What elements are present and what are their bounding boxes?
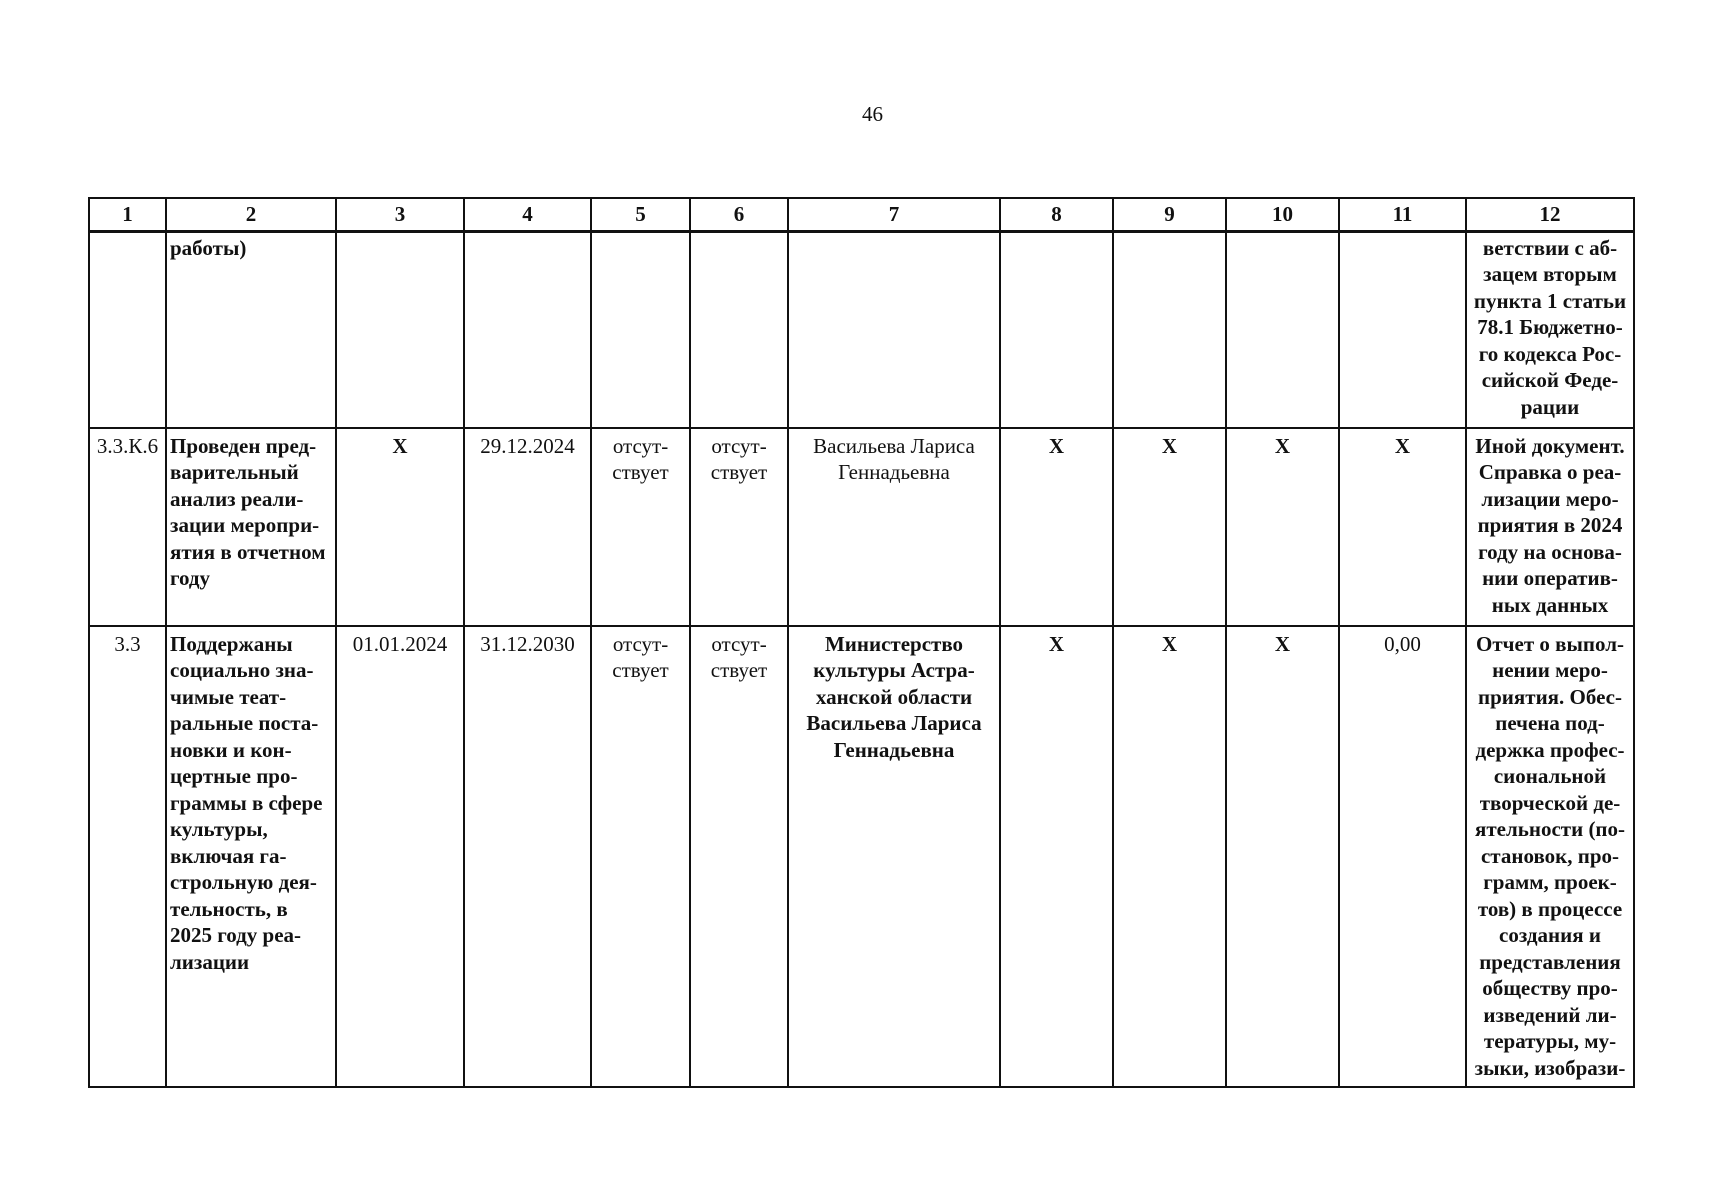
- col6-cell: [690, 231, 788, 428]
- column-header: 4: [464, 198, 591, 231]
- document-cell: ветствии с аб- зацем вторым пункта 1 статьи 78.1 Бюджетно- го кодекса Рос- сийской Феде- рации: [1466, 231, 1634, 428]
- table-row: [89, 626, 1634, 1087]
- col11-cell: 0,00: [1339, 626, 1466, 1087]
- col6-cell: отсут- ствует: [690, 428, 788, 626]
- col9-cell: [1113, 231, 1226, 428]
- col8-cell: X: [1000, 626, 1113, 1087]
- document-cell: Отчет о выпол- нении меро- приятия. Обес- печена под- держка профес- сиональной творческой де- ятельности (по- становок, про- грамм, проек- тов) в процессе создания и представления обществу про- изведений ли- тературы, му- зыки, изобрази-: [1466, 626, 1634, 1087]
- col9-cell: X: [1113, 428, 1226, 626]
- column-header: 5: [591, 198, 690, 231]
- column-header: 11: [1339, 198, 1466, 231]
- col8-cell: X: [1000, 428, 1113, 626]
- column-header: 8: [1000, 198, 1113, 231]
- col9-cell: X: [1113, 626, 1226, 1087]
- column-header: 12: [1466, 198, 1634, 231]
- column-header: 3: [336, 198, 464, 231]
- responsible-cell: Министерство культуры Астра- ханской области Васильева Лариса Геннадьевна: [788, 626, 1000, 1087]
- table-row: [89, 428, 1634, 626]
- column-header: 7: [788, 198, 1000, 231]
- col5-cell: [591, 231, 690, 428]
- table-header-row: [89, 198, 1634, 231]
- col10-cell: [1226, 231, 1339, 428]
- col6-cell: отсут- ствует: [690, 626, 788, 1087]
- row-number-cell: 3.3.К.6: [89, 428, 166, 626]
- column-header: 6: [690, 198, 788, 231]
- col11-cell: [1339, 231, 1466, 428]
- result-name-cell: Поддержаны социально зна- чимые теат- ральные поста- новки и кон- цертные про- граммы в сфере культуры, включая га- строльную дея- тельность, в 2025 году реа- лизации: [166, 626, 336, 1087]
- end-date-cell: 29.12.2024: [464, 428, 591, 626]
- end-date-cell: [464, 231, 591, 428]
- row-number-cell: [89, 231, 166, 428]
- document-cell: Иной документ. Справка о реа- лизации меро- приятия в 2024 году на основа- нии оператив- ных данных: [1466, 428, 1634, 626]
- page-number: 46: [862, 102, 883, 126]
- col5-cell: отсут- ствует: [591, 626, 690, 1087]
- column-header: 10: [1226, 198, 1339, 231]
- responsible-cell: [788, 231, 1000, 428]
- result-name-cell: Проведен пред- варительный анализ реали- зации меропри- ятия в отчетном году: [166, 428, 336, 626]
- end-date-cell: 31.12.2030: [464, 626, 591, 1087]
- table-row: [89, 231, 1634, 428]
- column-header: 1: [89, 198, 166, 231]
- result-name-cell: работы): [166, 231, 336, 428]
- col10-cell: X: [1226, 428, 1339, 626]
- column-header: 2: [166, 198, 336, 231]
- responsible-cell: Васильева Лариса Геннадьевна: [788, 428, 1000, 626]
- plan-table: [88, 197, 1635, 1088]
- col5-cell: отсут- ствует: [591, 428, 690, 626]
- start-date-cell: X: [336, 428, 464, 626]
- col8-cell: [1000, 231, 1113, 428]
- start-date-cell: [336, 231, 464, 428]
- col11-cell: X: [1339, 428, 1466, 626]
- row-number-cell: 3.3: [89, 626, 166, 1087]
- column-header: 9: [1113, 198, 1226, 231]
- col10-cell: X: [1226, 626, 1339, 1087]
- start-date-cell: 01.01.2024: [336, 626, 464, 1087]
